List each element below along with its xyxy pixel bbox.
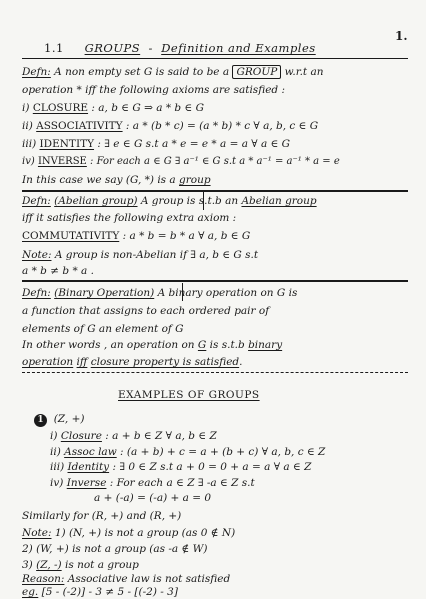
axiom-name: IDENTITY — [39, 138, 95, 150]
note2-line3 — [22, 559, 139, 571]
note2-text: 1) (N, +) is not a group (as 0 ∉ N) — [54, 527, 236, 539]
axiom-closure — [22, 102, 204, 114]
axiom-associativity — [22, 120, 318, 132]
reason-example — [22, 586, 178, 598]
item-num: ii) — [50, 446, 61, 458]
defn3-line4 — [22, 339, 282, 351]
axiom-text: : a * (b * c) = (a * b) * c ∀ a, b, c ∈ G — [125, 120, 319, 132]
defn2-note-2: a * b ≠ b * a . — [22, 265, 94, 277]
item-name: Closure — [60, 430, 102, 442]
defn3-line4-g: G — [197, 339, 207, 351]
defn2-line2: iff it satisfies the following extra axiom : — [22, 212, 237, 224]
defn3-line4-a: In other words , an operation on — [22, 339, 195, 351]
example1-inverse-eq: a + (-a) = (-a) + a = 0 — [94, 492, 212, 504]
defn3-label: Defn: — [22, 287, 51, 299]
defn3-line5-iff: iff — [76, 356, 88, 368]
axiom-num: ii) — [22, 120, 33, 132]
similarly-line: Similarly for (R, +) and (R, +) — [22, 510, 182, 522]
defn1-line2: operation * iff the following axioms are satisfied : — [22, 84, 286, 96]
example1-set: (Z, +) — [53, 413, 85, 425]
example1-assoc — [50, 446, 325, 458]
title-rule — [22, 58, 408, 59]
defn3-line1 — [22, 287, 297, 299]
reason-label: Reason: — [22, 573, 65, 585]
reason-eg-label: eg. — [22, 586, 39, 598]
defn3-line4-term: binary — [248, 339, 283, 351]
note2-line3-set: (Z, -) — [36, 559, 62, 571]
example-number-badge: 1 — [34, 414, 47, 427]
title-sub: Definition and Examples — [161, 41, 316, 55]
section-number: 1.1 — [44, 41, 64, 55]
axiom-name: INVERSE — [37, 156, 87, 167]
defn2-bar — [203, 192, 204, 210]
examples-heading: EXAMPLES OF GROUPS — [118, 389, 260, 401]
defn2-axiom-name: COMMUTATIVITY — [22, 230, 120, 242]
defn3-text-1: A binary operation on G is — [157, 287, 298, 299]
defn3-line5-term: operation — [22, 356, 74, 368]
example1-closure — [50, 430, 217, 442]
defn1-label: Defn: — [22, 66, 51, 78]
title-dash: - — [148, 41, 153, 55]
page-number: 1. — [395, 29, 408, 43]
defn3-line5-end: . — [239, 356, 243, 368]
page-title — [44, 42, 316, 54]
defn2-note — [22, 249, 258, 261]
title-main: GROUPS — [84, 41, 141, 55]
defn1-term: GROUP — [232, 65, 281, 79]
note2-line2: 2) (W, +) is not a group (as -a ∉ W) — [22, 543, 208, 555]
axiom-inverse — [22, 156, 340, 168]
defn3-line2: a function that assigns to each ordered pair of — [22, 305, 270, 317]
defn3-bar — [182, 283, 183, 301]
item-name: Identity — [67, 461, 110, 473]
note2-line3-text: is not a group — [65, 559, 139, 571]
axiom-identity — [22, 138, 290, 150]
defn2-line1 — [22, 195, 317, 207]
defn1-conclusion — [22, 174, 211, 186]
defn2-note-label: Note: — [22, 249, 52, 261]
section-divider — [22, 190, 408, 192]
example1-identity — [50, 461, 311, 473]
axiom-text: : For each a ∈ G ∃ a⁻¹ ∈ G s.t a * a⁻¹ = a⁻¹ * a = e — [90, 156, 340, 167]
defn1-text-a: A non empty set G is said to be a — [54, 66, 230, 78]
item-text: : (a + b) + c = a + (b + c) ∀ a, b, c ∈ Z — [120, 446, 326, 458]
item-num: iv) — [50, 477, 64, 489]
section-divider — [22, 280, 408, 282]
reason-text: Associative law is not satisfied — [67, 573, 231, 585]
defn2-text-a: A group is s.t.b an — [140, 195, 239, 207]
defn2-name: (Abelian group) — [54, 195, 138, 207]
axiom-num: iv) — [22, 156, 35, 167]
defn1-conclusion-term: group — [179, 174, 211, 186]
item-text: : a + b ∈ Z ∀ a, b ∈ Z — [105, 430, 217, 442]
note2-line1 — [22, 527, 235, 539]
reason-eg-expr: [5 - (-2)] - 3 ≠ 5 - [(-2) - 3] — [41, 586, 178, 598]
note2-label: Note: — [22, 527, 52, 539]
example1-header — [34, 413, 84, 427]
axiom-num: iii) — [22, 138, 37, 150]
defn2-note-text: A group is non-Abelian if ∃ a, b ∈ G s.t — [54, 249, 259, 261]
defn3-line3: elements of G an element of G — [22, 323, 184, 335]
axiom-text: : ∃ e ∈ G s.t a * e = e * a = a ∀ a ∈ G — [97, 138, 291, 150]
reason-line — [22, 573, 230, 585]
item-text: : ∃ 0 ∈ Z s.t a + 0 = 0 + a = a ∀ a ∈ Z — [112, 461, 312, 473]
defn3-line5 — [22, 356, 242, 368]
item-num: i) — [50, 430, 58, 442]
axiom-text: : a, b ∈ G ⇒ a * b ∈ G — [91, 102, 204, 114]
defn1-text-b: w.r.t an — [284, 66, 324, 78]
example1-inverse — [50, 477, 255, 489]
section-divider — [22, 372, 408, 373]
item-name: Inverse — [66, 477, 107, 489]
axiom-name: ASSOCIATIVITY — [36, 120, 123, 132]
item-num: iii) — [50, 461, 65, 473]
defn2-term: Abelian group — [241, 195, 317, 207]
axiom-num: i) — [22, 102, 30, 114]
defn2-axiom — [22, 230, 250, 242]
axiom-name: CLOSURE — [32, 102, 89, 114]
defn1-line1 — [22, 66, 324, 78]
defn2-axiom-text: : a * b = b * a ∀ a, b ∈ G — [122, 230, 251, 242]
defn3-line4-b: is s.t.b — [209, 339, 245, 351]
item-text: : For each a ∈ Z ∃ -a ∈ Z s.t — [109, 477, 255, 489]
defn3-line5-closure: closure property is satisfied — [90, 356, 240, 368]
defn3-name: (Binary Operation) — [54, 287, 155, 299]
item-name: Assoc law — [64, 446, 117, 458]
defn2-label: Defn: — [22, 195, 51, 207]
note2-line3-num: 3) — [22, 559, 33, 571]
defn1-conclusion-text: In this case we say (G, *) is a — [22, 174, 176, 186]
